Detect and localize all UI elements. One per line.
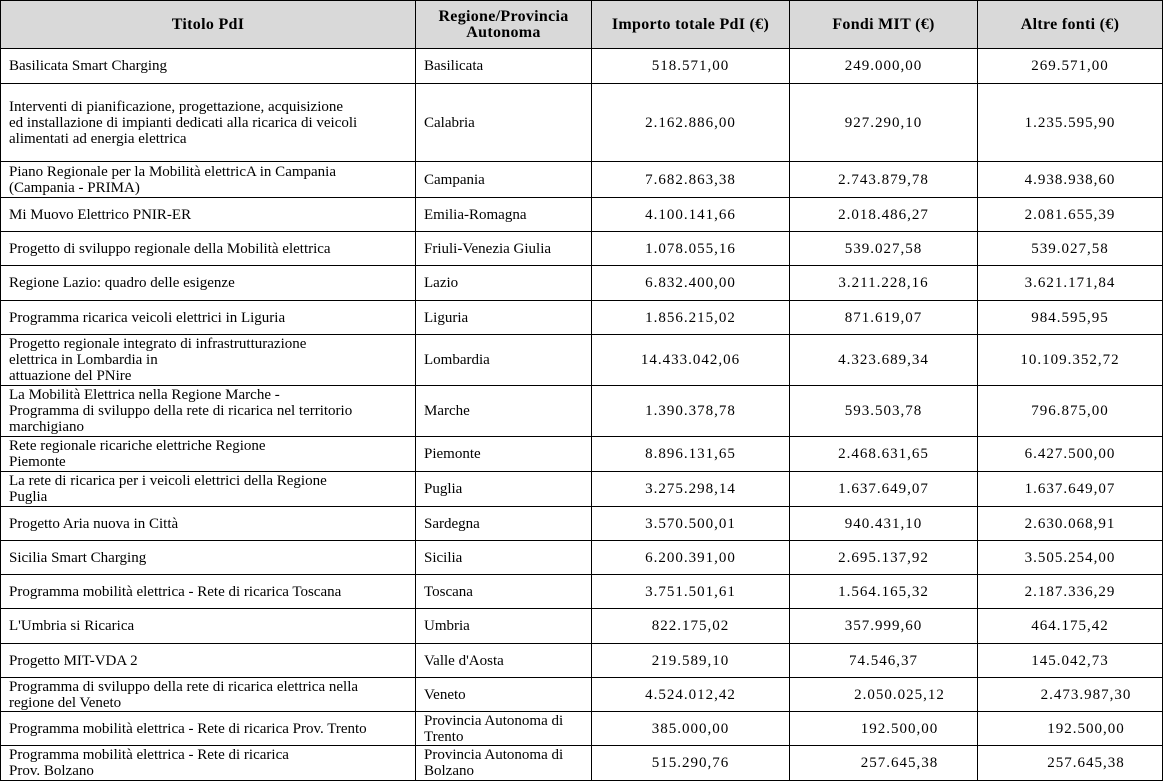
table-row (1, 335, 1163, 386)
cell-importo-totale: 385.000,00 (592, 712, 790, 746)
cell-titolo: Progetto Aria nuova in Città (1, 507, 416, 541)
cell-altre-fonti: 796.875,00 (978, 386, 1163, 437)
table-row (1, 198, 1163, 232)
cell-regione: Sardegna (416, 507, 592, 541)
cell-importo-totale: 2.162.886,00 (592, 84, 790, 162)
cell-titolo: La Mobilità Elettrica nella Regione Marche - Programma di sviluppo della rete di ricarica nel territorio marchigiano (1, 386, 416, 437)
cell-titolo: Mi Muovo Elettrico PNIR-ER (1, 198, 416, 232)
cell-altre-fonti: 1.637.649,07 (978, 472, 1163, 507)
table-row (1, 84, 1163, 162)
cell-titolo: Sicilia Smart Charging (1, 541, 416, 575)
cell-titolo: Programma mobilità elettrica - Rete di ricarica Prov. Bolzano (1, 746, 416, 781)
table-row (1, 712, 1163, 746)
cell-titolo: L'Umbria si Ricarica (1, 609, 416, 644)
cell-importo-totale: 14.433.042,06 (592, 335, 790, 386)
cell-fondi-mit: 2.018.486,27 (790, 198, 978, 232)
cell-altre-fonti: 145.042,73 (978, 644, 1163, 678)
cell-fondi-mit: 357.999,60 (790, 609, 978, 644)
cell-regione: Lazio (416, 266, 592, 301)
cell-importo-totale: 4.524.012,42 (592, 678, 790, 712)
cell-altre-fonti: 984.595,95 (978, 301, 1163, 335)
cell-titolo: Programma mobilità elettrica - Rete di ricarica Toscana (1, 575, 416, 609)
table-row (1, 162, 1163, 198)
cell-regione: Marche (416, 386, 592, 437)
cell-fondi-mit: 74.546,37 (790, 644, 978, 678)
cell-importo-totale: 4.100.141,66 (592, 198, 790, 232)
cell-altre-fonti: 257.645,38 (978, 746, 1163, 781)
cell-regione: Provincia Autonoma di Trento (416, 712, 592, 746)
cell-importo-totale: 1.856.215,02 (592, 301, 790, 335)
cell-regione: Campania (416, 162, 592, 198)
cell-regione: Calabria (416, 84, 592, 162)
cell-fondi-mit: 871.619,07 (790, 301, 978, 335)
table-row (1, 644, 1163, 678)
cell-importo-totale: 3.570.500,01 (592, 507, 790, 541)
cell-importo-totale: 6.200.391,00 (592, 541, 790, 575)
cell-importo-totale: 518.571,00 (592, 49, 790, 84)
cell-altre-fonti: 2.473.987,30 (978, 678, 1163, 712)
cell-regione: Basilicata (416, 49, 592, 84)
cell-altre-fonti: 3.505.254,00 (978, 541, 1163, 575)
cell-regione: Puglia (416, 472, 592, 507)
cell-altre-fonti: 539.027,58 (978, 232, 1163, 266)
cell-altre-fonti: 2.081.655,39 (978, 198, 1163, 232)
cell-regione: Umbria (416, 609, 592, 644)
cell-regione: Emilia-Romagna (416, 198, 592, 232)
cell-fondi-mit: 2.743.879,78 (790, 162, 978, 198)
table-row (1, 678, 1163, 712)
cell-titolo: Progetto MIT-VDA 2 (1, 644, 416, 678)
cell-fondi-mit: 2.695.137,92 (790, 541, 978, 575)
cell-regione: Veneto (416, 678, 592, 712)
cell-fondi-mit: 927.290,10 (790, 84, 978, 162)
cell-regione: Sicilia (416, 541, 592, 575)
cell-titolo: Regione Lazio: quadro delle esigenze (1, 266, 416, 301)
cell-importo-totale: 3.751.501,61 (592, 575, 790, 609)
cell-importo-totale: 219.589,10 (592, 644, 790, 678)
table-row (1, 437, 1163, 472)
cell-fondi-mit: 3.211.228,16 (790, 266, 978, 301)
cell-importo-totale: 3.275.298,14 (592, 472, 790, 507)
cell-altre-fonti: 1.235.595,90 (978, 84, 1163, 162)
cell-fondi-mit: 593.503,78 (790, 386, 978, 437)
table-row (1, 49, 1163, 84)
cell-titolo: Programma ricarica veicoli elettrici in Liguria (1, 301, 416, 335)
cell-titolo: Rete regionale ricariche elettriche Regione Piemonte (1, 437, 416, 472)
cell-titolo: Piano Regionale per la Mobilità elettricA in Campania (Campania - PRIMA) (1, 162, 416, 198)
cell-titolo: Programma mobilità elettrica - Rete di ricarica Prov. Trento (1, 712, 416, 746)
header-titolo-pdi: Titolo PdI (1, 1, 416, 49)
cell-importo-totale: 1.078.055,16 (592, 232, 790, 266)
cell-importo-totale: 515.290,76 (592, 746, 790, 781)
table-row (1, 301, 1163, 335)
cell-fondi-mit: 1.564.165,32 (790, 575, 978, 609)
cell-titolo: Progetto di sviluppo regionale della Mobilità elettrica (1, 232, 416, 266)
cell-fondi-mit: 4.323.689,34 (790, 335, 978, 386)
table-row (1, 266, 1163, 301)
cell-importo-totale: 822.175,02 (592, 609, 790, 644)
table-header-row (1, 1, 1163, 49)
cell-titolo: Basilicata Smart Charging (1, 49, 416, 84)
cell-titolo: Interventi di pianificazione, progettazione, acquisizione ed installazione di impianti dedicati alla ricarica di veicoli alimentati ad energia elettrica (1, 84, 416, 162)
cell-regione: Friuli-Venezia Giulia (416, 232, 592, 266)
cell-titolo: Progetto regionale integrato di infrastrutturazione elettrica in Lombardia in attuazione del PNire (1, 335, 416, 386)
cell-fondi-mit: 2.050.025,12 (790, 678, 978, 712)
cell-titolo: La rete di ricarica per i veicoli elettrici della Regione Puglia (1, 472, 416, 507)
cell-fondi-mit: 2.468.631,65 (790, 437, 978, 472)
table-row (1, 386, 1163, 437)
header-importo-totale: Importo totale PdI (€) (592, 1, 790, 49)
cell-regione: Valle d'Aosta (416, 644, 592, 678)
cell-altre-fonti: 6.427.500,00 (978, 437, 1163, 472)
table-row (1, 746, 1163, 781)
table-row (1, 575, 1163, 609)
cell-regione: Lombardia (416, 335, 592, 386)
cell-altre-fonti: 192.500,00 (978, 712, 1163, 746)
cell-fondi-mit: 940.431,10 (790, 507, 978, 541)
cell-titolo: Programma di sviluppo della rete di ricarica elettrica nella regione del Veneto (1, 678, 416, 712)
cell-altre-fonti: 2.187.336,29 (978, 575, 1163, 609)
header-regione: Regione/Provincia Autonoma (416, 1, 592, 49)
cell-importo-totale: 6.832.400,00 (592, 266, 790, 301)
cell-fondi-mit: 1.637.649,07 (790, 472, 978, 507)
cell-altre-fonti: 2.630.068,91 (978, 507, 1163, 541)
cell-altre-fonti: 4.938.938,60 (978, 162, 1163, 198)
table-row (1, 507, 1163, 541)
cell-altre-fonti: 269.571,00 (978, 49, 1163, 84)
cell-regione: Provincia Autonoma di Bolzano (416, 746, 592, 781)
cell-fondi-mit: 249.000,00 (790, 49, 978, 84)
header-altre-fonti: Altre fonti (€) (978, 1, 1163, 49)
cell-fondi-mit: 539.027,58 (790, 232, 978, 266)
table-row (1, 609, 1163, 644)
header-fondi-mit: Fondi MIT (€) (790, 1, 978, 49)
cell-regione: Liguria (416, 301, 592, 335)
cell-importo-totale: 8.896.131,65 (592, 437, 790, 472)
cell-altre-fonti: 10.109.352,72 (978, 335, 1163, 386)
cell-importo-totale: 1.390.378,78 (592, 386, 790, 437)
cell-regione: Piemonte (416, 437, 592, 472)
table-row (1, 472, 1163, 507)
cell-regione: Toscana (416, 575, 592, 609)
cell-altre-fonti: 3.621.171,84 (978, 266, 1163, 301)
cell-fondi-mit: 257.645,38 (790, 746, 978, 781)
cell-fondi-mit: 192.500,00 (790, 712, 978, 746)
cell-importo-totale: 7.682.863,38 (592, 162, 790, 198)
table-row (1, 232, 1163, 266)
cell-altre-fonti: 464.175,42 (978, 609, 1163, 644)
table-row (1, 541, 1163, 575)
